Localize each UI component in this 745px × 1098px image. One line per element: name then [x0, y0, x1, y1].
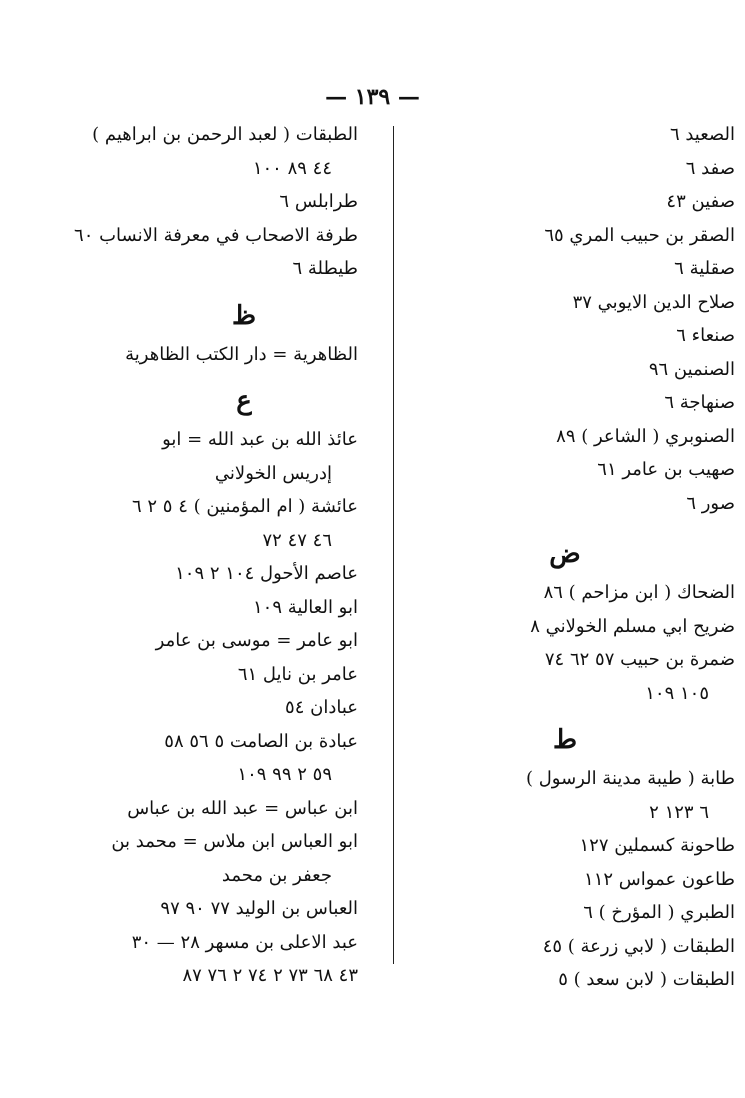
- index-entry: ابو عامر = موسى بن عامر: [155, 630, 358, 651]
- index-entry: طابة ( طيبة مدينة الرسول ): [525, 768, 735, 789]
- index-entry: طيطلة ٦: [292, 258, 358, 279]
- index-entry: العباس بن الوليد ٧٧ ٩٠ ٩٧: [160, 898, 358, 919]
- index-entry: الصقر بن حبيب المري ٦٥: [544, 224, 735, 246]
- index-entry: عاصم الأحول ١٠٤ ٢ ١٠٩: [175, 563, 358, 584]
- index-entry: الطبري ( المؤرخ ) ٦: [583, 902, 735, 923]
- section-letter-dad: ض: [549, 539, 581, 569]
- index-entry: صنعاء ٦: [676, 325, 735, 346]
- section-letter-za: ظ: [231, 300, 257, 331]
- index-entry: صلاح الدين الايوبي ٣٧: [572, 291, 735, 313]
- index-entry: طرابلس ٦: [279, 191, 358, 212]
- index-entry: صنهاجة ٦: [664, 392, 735, 413]
- index-entry: الصنوبري ( الشاعر ) ٨٩: [556, 425, 735, 447]
- index-entry: طاحونة كسملين ١٢٧: [579, 835, 735, 856]
- index-entry: عامر بن نايل ٦١: [237, 663, 358, 685]
- index-entry: عبد الاعلى بن مسهر ٢٨ — ٣٠: [131, 931, 358, 953]
- index-entry-continuation: ٥٩ ٢ ٩٩ ١٠٩: [237, 764, 332, 785]
- index-entry: ضريح ابي مسلم الخولاني ٨: [530, 615, 735, 637]
- index-entry: الطبقات ( لابن سعد ) ٥: [558, 969, 735, 990]
- index-entry: صفد ٦: [685, 157, 735, 179]
- index-entry: الصعيد ٦: [669, 124, 735, 145]
- index-entry: عائذ الله بن عبد الله = ابو: [162, 429, 358, 450]
- left-column: [74, 118, 358, 993]
- page-number: — ١٣٩ —: [325, 84, 420, 110]
- index-entry-continuation: ٤٤ ٨٩ ١٠٠: [252, 157, 332, 179]
- index-entry: ابو العالية ١٠٩: [253, 596, 358, 618]
- index-entry-continuation: ٤٦ ٤٧ ٧٢: [262, 529, 332, 551]
- index-entry: الطبقات ( لعبد الرحمن بن ابراهيم ): [92, 124, 358, 145]
- index-entry: ابن عباس = عبد الله بن عباس: [127, 797, 358, 819]
- index-entry: طرفة الاصحاب في معرفة الانساب ٦٠: [74, 224, 358, 246]
- index-entry: الطبقات ( لابي زرعة ) ٤٥: [542, 935, 735, 957]
- index-entry-continuation: إدريس الخولاني: [214, 462, 332, 484]
- index-entry: صور ٦: [686, 492, 735, 514]
- index-entry: طاعون عمواس ١١٢: [584, 868, 735, 890]
- index-entry-continuation: جعفر بن محمد: [221, 864, 332, 886]
- index-entry: الظاهرية = دار الكتب الظاهرية: [125, 343, 358, 365]
- index-entry: صفين ٤٣: [666, 191, 735, 212]
- index-entry: ضمرة بن حبيب ٥٧ ٦٢ ٧٤: [544, 649, 735, 670]
- index-entry: ابو العباس ابن ملاس = محمد بن: [111, 831, 358, 852]
- index-entry: عبادان ٥٤: [285, 697, 358, 718]
- index-entry: صقلية ٦: [674, 258, 735, 279]
- index-entry: عبادة بن الصامت ٥ ٥٦ ٥٨: [164, 730, 358, 752]
- index-entry-continuation: ١٠٥ ١٠٩: [645, 682, 709, 704]
- section-letter-ain: ع: [236, 386, 252, 416]
- right-column: [395, 118, 735, 997]
- index-entry-continuation: ٦ ١٢٣ ٢: [649, 801, 709, 823]
- index-entry: الصنمين ٩٦: [648, 358, 735, 380]
- index-entry: صهيب بن عامر ٦١: [597, 459, 735, 480]
- index-entry: ٤٣ ٦٨ ٧٣ ٢ ٧٤ ٢ ٧٦ ٨٧: [182, 965, 358, 986]
- section-letter-ta: ط: [552, 725, 578, 755]
- index-entry: عائشة ( ام المؤمنين ) ٤ ٥ ٢ ٦: [131, 496, 358, 517]
- index-entry: الضحاك ( ابن مزاحم ) ٨٦: [543, 582, 735, 603]
- column-divider: [393, 126, 394, 964]
